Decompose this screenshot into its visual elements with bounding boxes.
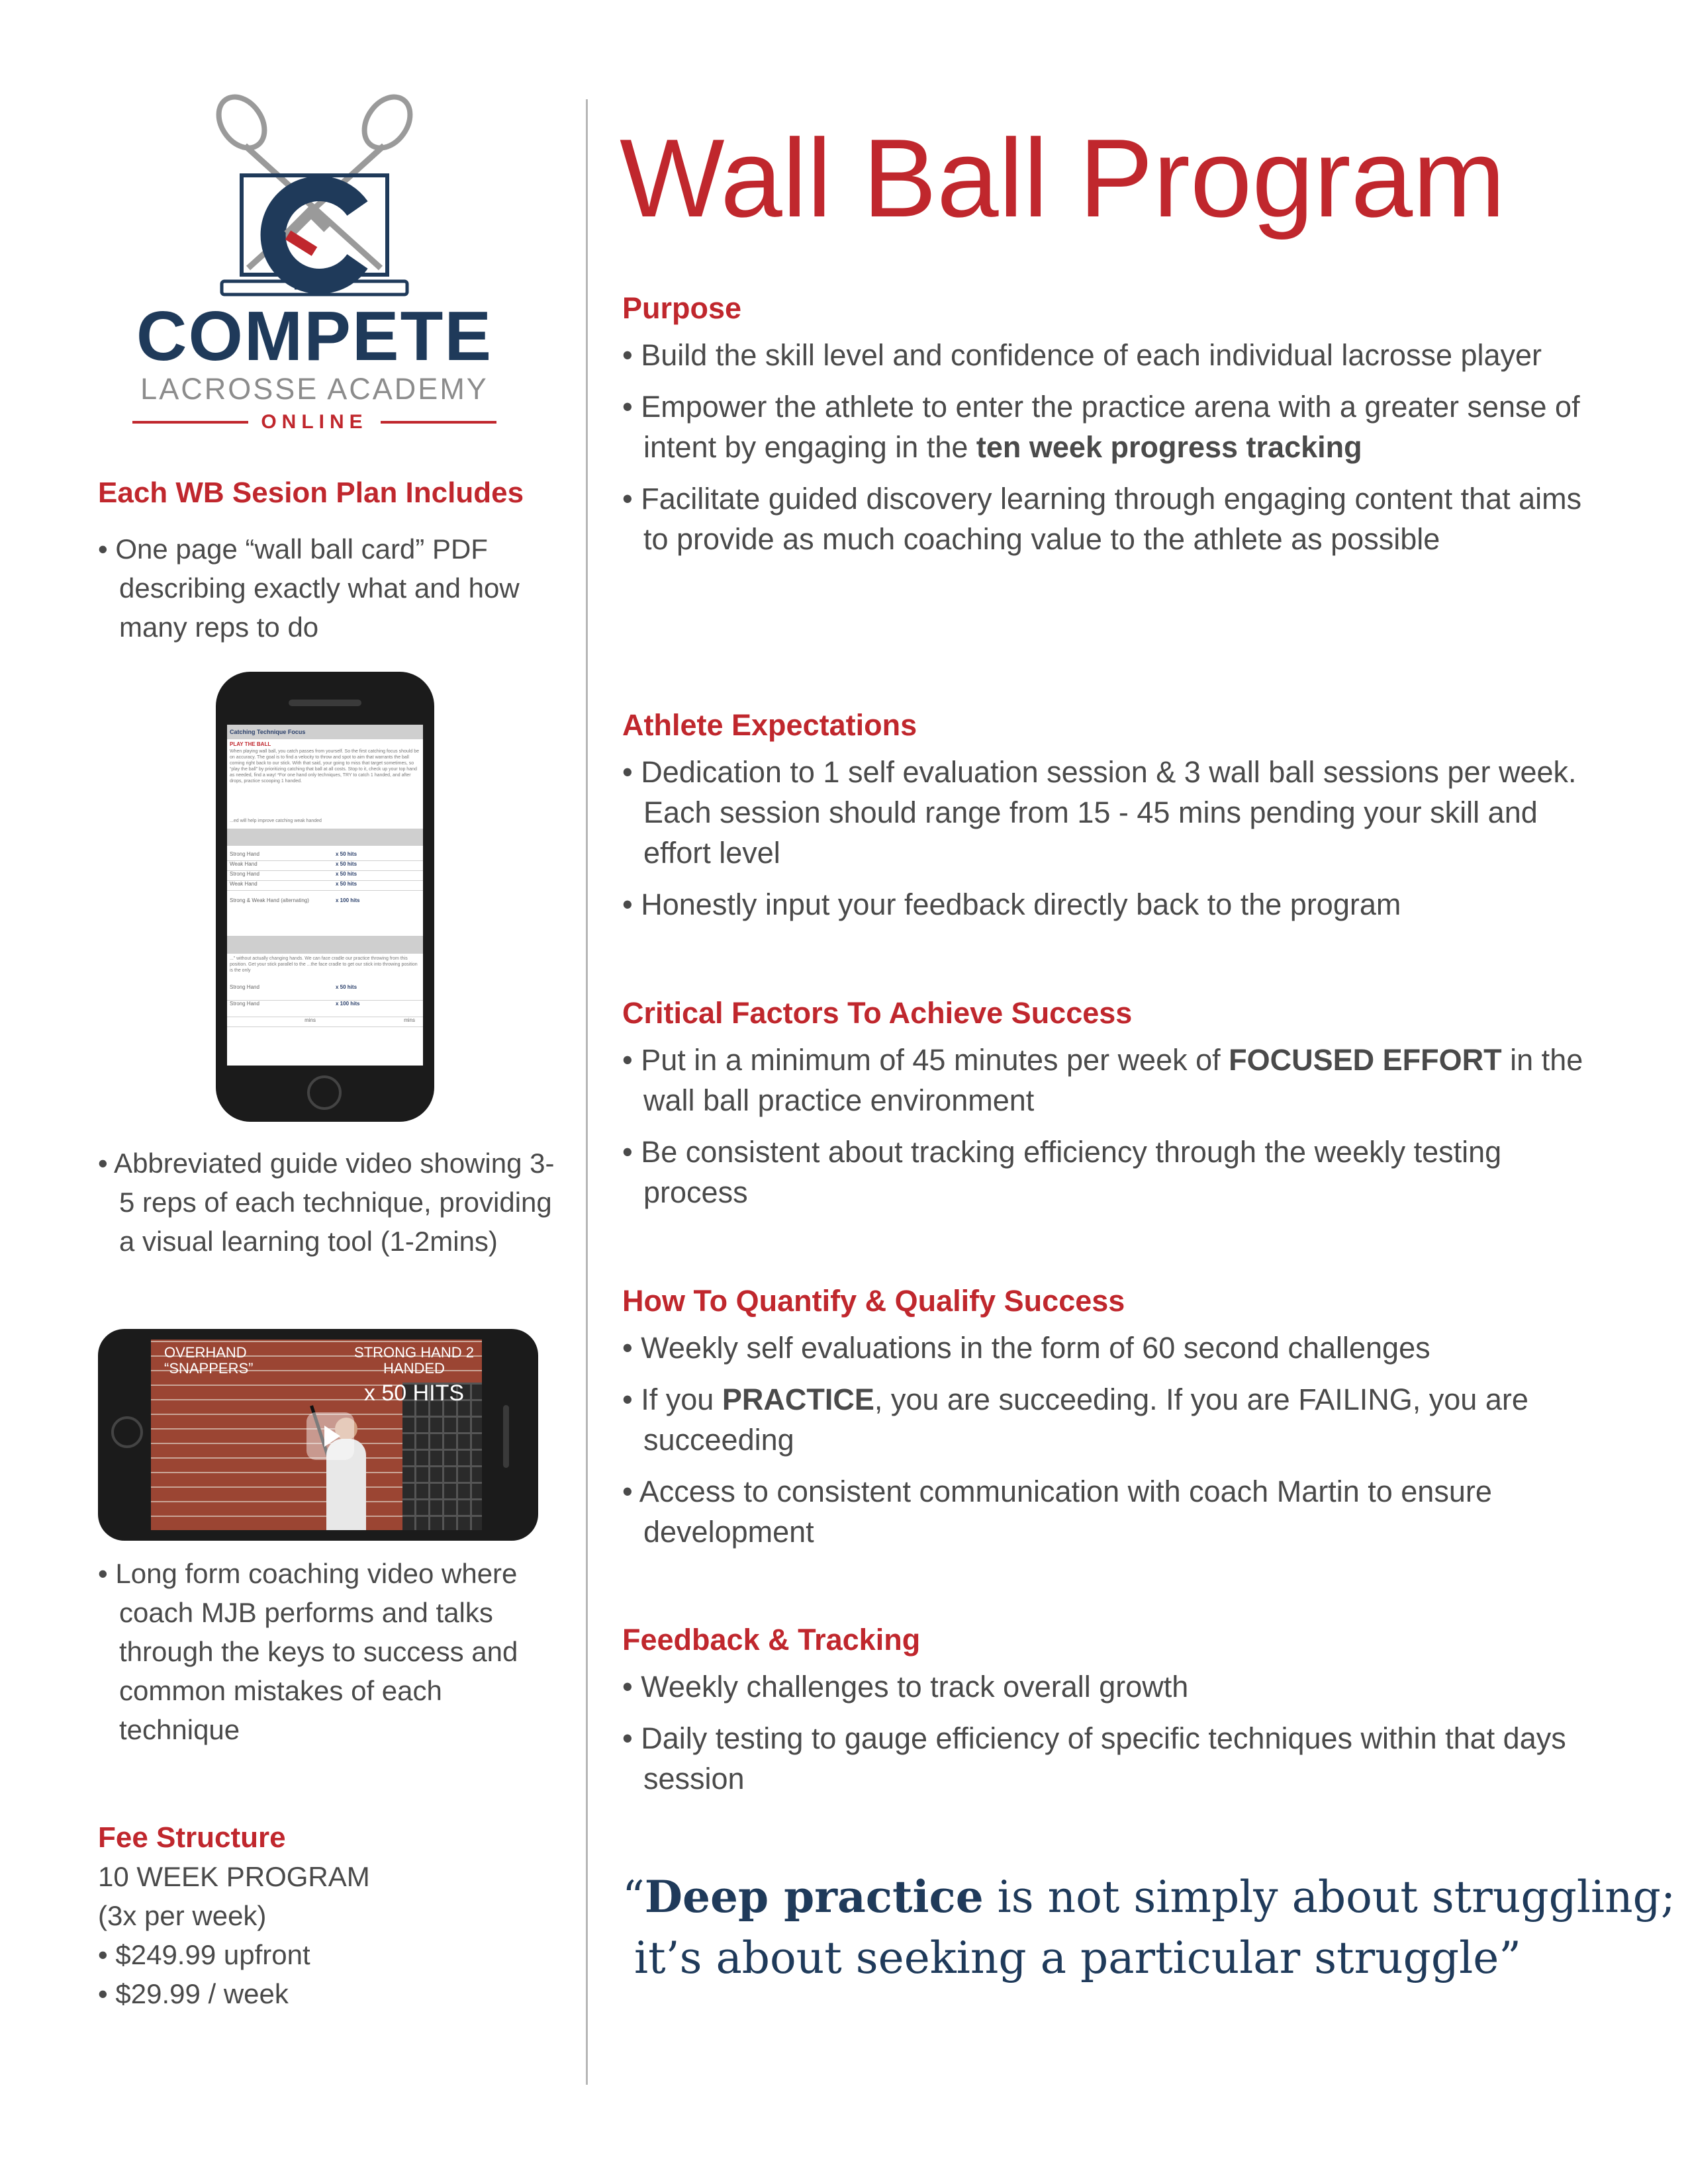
doc-row-value: x 100 hits: [336, 897, 360, 903]
quote-text: is not simply about struggling;: [983, 1872, 1676, 1923]
phone-speaker: [503, 1405, 509, 1468]
quantify-bullet-text: • If you: [622, 1383, 722, 1416]
doc-header: Catching Technique Focus: [227, 725, 423, 739]
fee-weekly: • $29.99 / week: [98, 1978, 289, 2009]
critical-bullet-emphasis: FOCUSED EFFORT: [1229, 1043, 1502, 1077]
critical-bullet: [622, 1040, 1589, 1120]
purpose-bullet-text: • Empower the athlete to enter the practice arena with a greater sense of intent by engaging in the: [622, 390, 1580, 464]
fee-frequency: (3x per week): [98, 1900, 267, 1931]
doc-row-value: x 50 hits: [336, 861, 357, 867]
play-icon[interactable]: [306, 1412, 354, 1460]
fee-program: 10 WEEK PROGRAM: [98, 1861, 370, 1892]
long-video-bullet-section: [98, 1554, 568, 1749]
video-count: x 50 HITS: [363, 1381, 465, 1406]
video-bullet-section: [98, 1144, 568, 1261]
doc-footer-left: mins: [305, 1017, 316, 1023]
purpose-bullet: [622, 387, 1589, 467]
doc-row-value: x 50 hits: [336, 984, 357, 990]
doc-row-value: x 50 hits: [336, 881, 357, 887]
doc-row: [227, 1001, 423, 1017]
column-divider: [586, 99, 588, 2085]
feedback-heading: Feedback & Tracking: [622, 1623, 921, 1657]
doc-band: [227, 936, 423, 954]
quantify-bullet-emphasis: PRACTICE: [722, 1383, 874, 1416]
closing-quote: [622, 1866, 1675, 1989]
expectations-bullet: • Dedication to 1 self evaluation session & 3 wall ball sessions per week. Each session should range from 15 - 45 mins pending your skill and effort level: [622, 755, 1577, 870]
doc-row: [227, 851, 423, 861]
phone-speaker: [289, 700, 361, 706]
critical-bullet-text: • Put in a minimum of 45 minutes per week of: [622, 1043, 1229, 1077]
video-label-left: OVERHAND “SNAPPERS”: [164, 1344, 254, 1377]
doc-footer: [227, 1017, 423, 1027]
brand-tag-line: [129, 409, 500, 435]
brand-name: COMPETE: [136, 297, 493, 375]
quantify-bullet: • Weekly self evaluations in the form of 60 second challenges: [622, 1331, 1430, 1365]
doc-row-alt: [227, 891, 423, 936]
feedback-bullet: • Daily testing to gauge efficiency of specific techniques within that days session: [622, 1721, 1566, 1796]
expectations-section: [622, 708, 1589, 936]
doc-body-2: ...” without actually changing hands. We can face cradle our practice throwing from this position. Get your stick parallel to the ...the face cradle to get our stick into throwing position is the only: [230, 956, 418, 973]
brand-subtitle: LACROSSE ACADEMY: [140, 372, 489, 406]
plan-bullet-long-video: • Long form coaching video where coach MJB performs and talks through the keys to success and common mistakes of each technique: [98, 1558, 518, 1745]
doc-row-label: Strong Hand: [230, 984, 259, 990]
plan-section: [98, 477, 568, 647]
quantify-heading: How To Quantify & Qualify Success: [622, 1284, 1125, 1318]
fee-section: [98, 1821, 568, 2013]
doc-row-label: Weak Hand: [230, 881, 258, 887]
critical-heading: Critical Factors To Achieve Success: [622, 996, 1133, 1030]
expectations-heading: Athlete Expectations: [622, 708, 917, 742]
brand-rule-right: [381, 421, 496, 424]
guide-video-preview[interactable]: [151, 1340, 482, 1530]
fee-heading: Fee Structure: [98, 1821, 286, 1854]
quantify-bullet-text: , you are succeeding. If you are FAILING, you are succeeding: [643, 1383, 1528, 1457]
doc-row-value: x 50 hits: [336, 871, 357, 877]
quote-emphasis: Deep practice: [644, 1871, 984, 1923]
doc-row-label: Strong Hand: [230, 1001, 259, 1007]
doc-row: [227, 984, 423, 1001]
quantify-bullet: • Access to consistent communication with coach Martin to ensure development: [622, 1475, 1492, 1549]
page-title: Wall Ball Program: [620, 116, 1506, 240]
doc-row: [227, 881, 423, 891]
quantify-bullet: [622, 1379, 1589, 1460]
purpose-bullet: • Build the skill level and confidence of each individual lacrosse player: [622, 338, 1542, 372]
purpose-bullet: • Facilitate guided discovery learning through engaging content that aims to provide as much coaching value to the athlete as possible: [622, 482, 1582, 556]
phone-portrait-mockup: [216, 672, 434, 1122]
critical-section: [622, 996, 1589, 1224]
home-button-icon: [307, 1075, 342, 1110]
doc-body: When playing wall ball, you catch passes from yourself. So the first catching focus should be on accuracy. The goal is to find a velocity to throw and spot to aim that warrants the ball coming right back to our stick. With that said, your going to miss that target sometimes, so “play the ball” by prioritizing catching that ball at all costs. Stop to it, check up your top hand as needed, find a way! *For one hand only techniques, TRY to catch 1 handed, and after drops, practice scooping 1 handed.: [230, 749, 419, 784]
purpose-heading: Purpose: [622, 291, 742, 325]
plan-bullet-card: • One page “wall ball card” PDF describing exactly what and how many reps to do: [98, 533, 520, 643]
doc-row-label: Strong Hand: [230, 871, 259, 877]
doc-row-value: x 100 hits: [336, 1001, 360, 1007]
feedback-section: [622, 1623, 1589, 1810]
doc-row-label: Strong & Weak Hand (alternating): [230, 897, 309, 903]
home-button-icon: [111, 1416, 143, 1448]
doc-row-label: Weak Hand: [230, 861, 258, 867]
plan-heading: Each WB Sesion Plan Includes: [98, 477, 524, 509]
doc-row: [227, 871, 423, 881]
purpose-section: [622, 291, 1589, 570]
quantify-section: [622, 1284, 1589, 1563]
doc-band: [227, 829, 423, 846]
critical-bullet: • Be consistent about tracking efficiency through the weekly testing process: [622, 1135, 1502, 1209]
video-label-right: STRONG HAND 2 HANDED: [354, 1344, 474, 1377]
critical-bullet-text: in the wall ball practice environment: [643, 1043, 1583, 1117]
plan-bullet-guide-video: • Abbreviated guide video showing 3-5 reps of each technique, providing a visual learning tool (1-2mins): [98, 1148, 555, 1257]
doc-row-value: x 50 hits: [336, 851, 357, 857]
quote-line-1: [622, 1866, 1675, 1928]
doc-note: ...ed will help improve catching weak handed: [230, 819, 322, 823]
feedback-bullet: • Weekly challenges to track overall growth: [622, 1670, 1189, 1704]
doc-subheader: PLAY THE BALL: [230, 741, 271, 747]
quote-open-mark: “: [622, 1872, 645, 1923]
doc-footer-right: mins: [404, 1017, 415, 1023]
doc-row-label: Strong Hand: [230, 851, 259, 857]
wall-ball-card-preview: [227, 725, 423, 1066]
quote-line-2: it’s about seeking a particular struggle”: [634, 1933, 1522, 1983]
brand-rule-left: [132, 421, 248, 424]
crossed-sticks-laptop-icon: [129, 93, 500, 304]
expectations-bullet: • Honestly input your feedback directly back to the program: [622, 887, 1401, 921]
phone-landscape-mockup: [98, 1329, 538, 1541]
brand-tag: ONLINE: [261, 411, 368, 433]
brand-logo: [129, 93, 500, 437]
purpose-bullet-emphasis: ten week progress tracking: [976, 430, 1362, 464]
doc-row: [227, 861, 423, 871]
fee-upfront: • $249.99 upfront: [98, 1939, 310, 1970]
